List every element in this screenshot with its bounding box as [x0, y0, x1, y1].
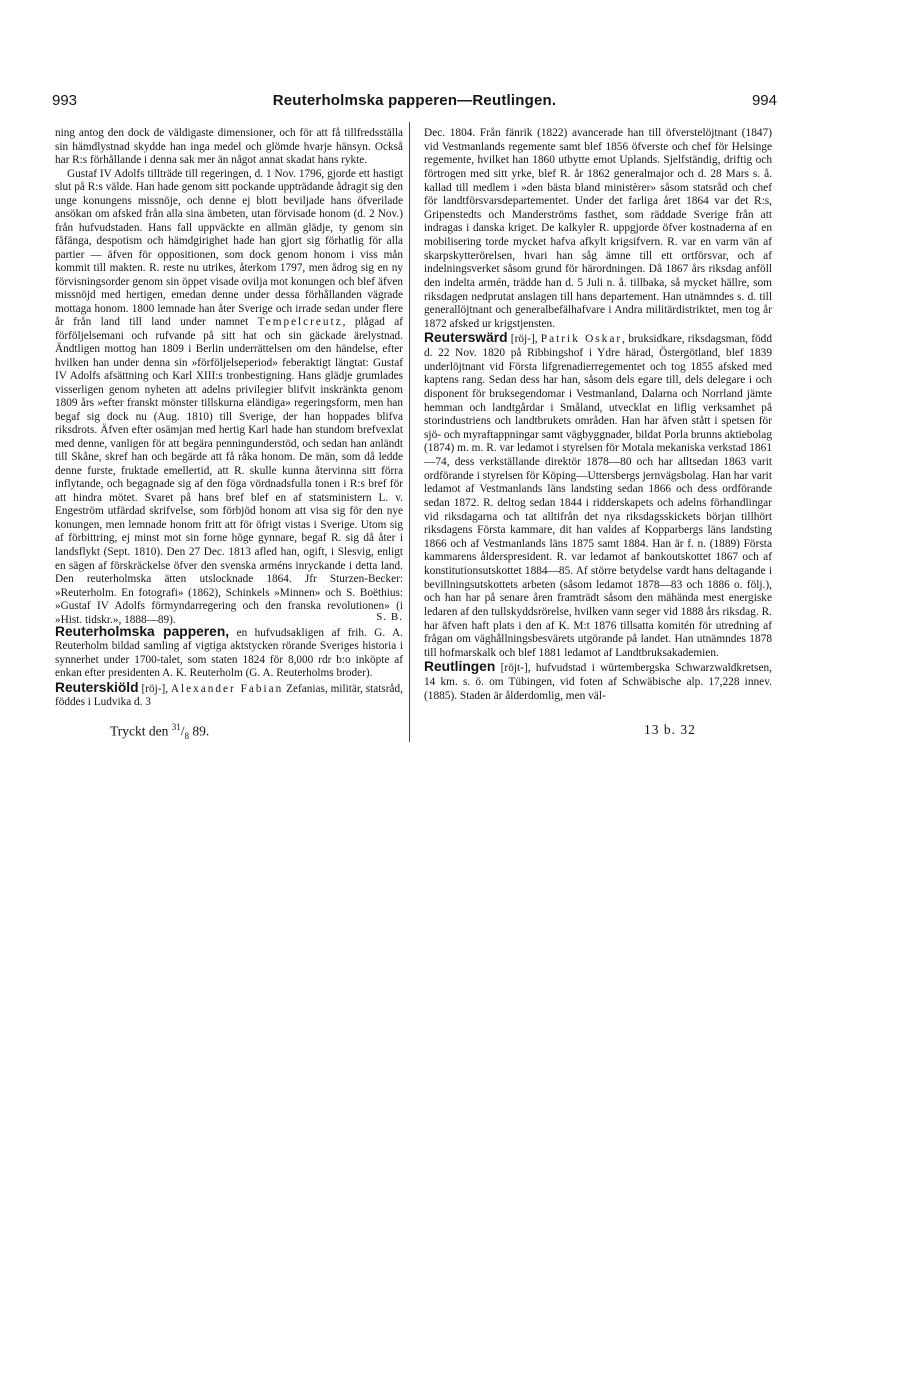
column-divider — [409, 122, 410, 742]
headword: Reuterskiöld — [55, 679, 139, 695]
page-header — [52, 92, 777, 114]
spaced-name: Patrik Oskar — [540, 333, 623, 346]
page-number-left: 993 — [52, 92, 78, 109]
paragraph: Dec. 1804. Från fänrik (1822) avancerade han till öfverstelöjtnant (1847) vid Vestmanlands regemente samt blef 1856 öfverste och chef för Helsinge regemente, hvilket han 1860 utbytte emot Uplands. Sjelfständig, driftig och förtrogen med sitt yrke, blef R. år 1862 generalmajor och d. 28 Mars s. å. kallad till medlem i »den bästa bland ministèrer» såsom statsråd och chef för landtförsvarsdepartementet. Under det farliga året 1864 var det R:s, Gripenstedts och Manderströms fasthet, som räddade Sverige från att indragas i danska kriget. De kalkyler R. uppgjorde öfver kostnaderna af en mobilisering torde mycket hafva afkylt krigsifvern. R. var en varm vän af skarpskytterörelsen, hvari han såg ämne till ett ortförsvar, och af indelningsverket såsom grund för härordningen. Då 1867 års riksdag anföll den indelta armén, trädde han d. 5 Juli n. å. tillbaka, så mycket hällre, som riksdagen nedprutat anslagen till hans departement. Han utnämndes s. d. till generallöjtnant och generalbefälhafvare i Andra militärdistriktet, men tog år 1872 afsked ur krigstjensten. — [424, 127, 772, 330]
left-column — [55, 127, 403, 710]
spaced-name: Tempelcreutz — [257, 316, 343, 329]
entry: Reuterholmska papperen, en hufvudsakligen af frih. G. A. Reuterholm bildad samling af vigtiga aktstycken rörande Sveriges historia i synnerhet under 1700-talet, som staten 1824 för 8,000 rdr b:o inköpte af enkan efter presidenten A. K. Reuterholm (G. A. Reuterholms broder). — [55, 623, 403, 680]
entry: Reuterskiöld [röj-], Alexander Fabian Zefanias, militär, statsråd, föddes i Ludvika d. 3 — [55, 679, 403, 709]
entry: Reuterswärd [röj-], Patrik Oskar, bruksidkare, riksdagsman, född d. 22 Nov. 1820 på Ribbingshof i Ydre härad, Östergötland, blef 1839 underlöjtnant vid Första lifgrenadierregementet och tog 1855 afsked med kaptens rang. Sedan dess har han, såsom dels egare till, dels delegare i och disponent för bruksegendomar i Vestmanland, Dalarna och Norrland jämte hemman och landtgårdar i Småland, utvecklat en liflig verksamhet på storindustriens och landtbrukets områden. Han har äfven stått i spetsen för sjö- och myraftappningar samt vägbyggnader, bildat Porla brunns aktiebolag (1874) m. m. R. var ledamot i styrelsen för Motala mekaniska verkstad 1861—74, dess verkställande direktör 1878—80 och har alltsedan 1863 varit ordförande i styrelsen för Köping—Uttersbergs jernvägsbolag. Han har varit ledamot af Vestmanlands läns landsting sedan 1866 och dess ordförande sedan 1872. R. deltog sedan 1844 i ridderskapets och adelns förhandlingar vid riksdagarna och tat alltifrån det nya riksdagsskickets början tillhört riksdagens Första kammare, dit han valdes af Kopparbergs läns landsting 1866 och af Vestmanlands läns 1875 samt 1884. Han är f. n. (1889) Första kammarens ålderspresident. R. var ledamot af bankoutskottet 1867 och af konstitutionsutskottet 1884—85. Af större betydelse vardt hans deltagande i bevillningsutskottets arbeten (såsom ledamot 1878—83 och 1886 o. följ.), och han har på senare åren framträdt såsom den mähända mest energiske ledaren af den tullskyddsrörelse, hvilken vann seger vid 1888 års riksdag. R. har äfven haft plats i den af K. M:t 1876 tillsatta komitén för utredning af frågan om väghållningsbesvärets utgörande på landet. Han utnämndes 1878 till hofmarskalk och blef 1881 ledamot af Landtbruksakademien. — [424, 330, 772, 659]
right-column — [424, 127, 772, 703]
print-date: Tryckt den $^{31}/_8$ 89. — [110, 722, 210, 742]
headword: Reuterholmska papperen, — [55, 623, 230, 639]
page-number-right: 994 — [751, 92, 777, 109]
paragraph: ning antog den dock de väldigaste dimensioner, och för att få tillfredsställa sin hämdlystnad skydde han inga medel och glömde hvarje hänsyn. Också har R:s förhållande i denna sak mer än något annat skadat hans rykte. — [55, 127, 403, 167]
headword: Reuterswärd — [424, 330, 508, 346]
running-title: Reuterholmska papperen—Reutlingen. — [272, 92, 557, 109]
headword: Reutlingen — [424, 659, 496, 675]
sheet-signature: 13 b. 32 — [644, 722, 696, 737]
spaced-name: Alexander Fabian — [170, 682, 284, 695]
paragraph: Gustaf IV Adolfs tillträde till regeringen, d. 1 Nov. 1796, gjorde ett hastigt slut på R:s välde. Han hade genom sitt pockande uppträdande ådragit sig den unge konungens missnöje, och denne ej blott beviljade hans öfverilade ansökan om afsked från alla sina ämbeten, utan förvisade honom (d. 2 Nov.) från hufvudstaden. Hans fall uppväckte en allmän glädje, ty genom sin fåfänga, despotism och hämdgirighet hade han gjort sig förhatlig för alla partier — äfven för oppositionen, som dock genom honom i viss mån kommit till makten. R. reste nu utrikes, återkom 1797, men ådrog sig en ny förvisningsorder genom sin öppet visade ovilja mot konungen och blef äfven missnöjd med hertigen, emedan denne under dessa förhållanden vägrade mottaga honom. 1800 lemnade han åter Sverige och irrade sedan under flere år från land till land under namnet Tempelcreutz, plågad af förföljelsemani och rufvande på sitt hat och sin gäckade ärelystnad. Ändtligen mottog han 1809 i Berlin underrättelsen om den händelse, efter hvilken han under denna sin »förföljelseperiod» feberaktigt längtat: Gustaf IV Adolfs afsättning och Karl XIII:s tronbestigning. Hans glädje grumlades visserligen genom nyheten att adelns privilegier blifvit inskränkta genom 1809 års »efter franskt mönster tillskurna eländiga» regeringsform, men han begaf sig dock nu (Aug. 1810) till Sverige, der han hoppades blifva riksdrots. Äfven efter osämjan med hertig Karl hade han stundom brefvexlat med denne, vanligen för att begära penningunderstöd, och sedan han anländt till Skåne, skref han och begärde att få råka honom. De män, som då ledde denne furste, fruktade emellertid, att R. skulle kunna återvinna sitt förra inflytande, och begagnade sig af den föga vördnadsfulla tonen i R:s bref för att hindra mötet. Svaret på hans bref blef en af statsministern L. v. Engeström utfärdad skrifvelse, som förbjöd honom att visa sig för den nye konungen, men lemnade honom fritt att för öfrigt vistas i Sverige. Utom sig af förbittring, ej minst mot sin forne höge gynnare, begaf R. sig då åter i landsflykt (Sept. 1810). Den 27 Dec. 1813 afled han, ogift, i Slesvig, enligt en sägen af förskräckelse öfver den svenska arméns inryckande i detta land. Den reuterholmska ätten utslocknade 1864. Jfr Sturzen-Becker: »Reuterholm. En fotografi» (1862), Schinkels »Minnen» och S. Boëthius: »Gustaf IV Adolfs förmyndarregering och den franska revolutionen» (i »Hist. tidskr.», 1888—89). S. B. — [55, 167, 404, 626]
entry: Reutlingen [röjt-], hufvudstad i würtembergska Schwarzwaldkretsen, 14 km. s. ö. om Tübingen, vid foten af Schwäbische alp. 17,228 innev. (1885). Staden är ålderdomlig, men väl- — [424, 659, 772, 702]
author-signature: S. B. — [376, 611, 403, 624]
